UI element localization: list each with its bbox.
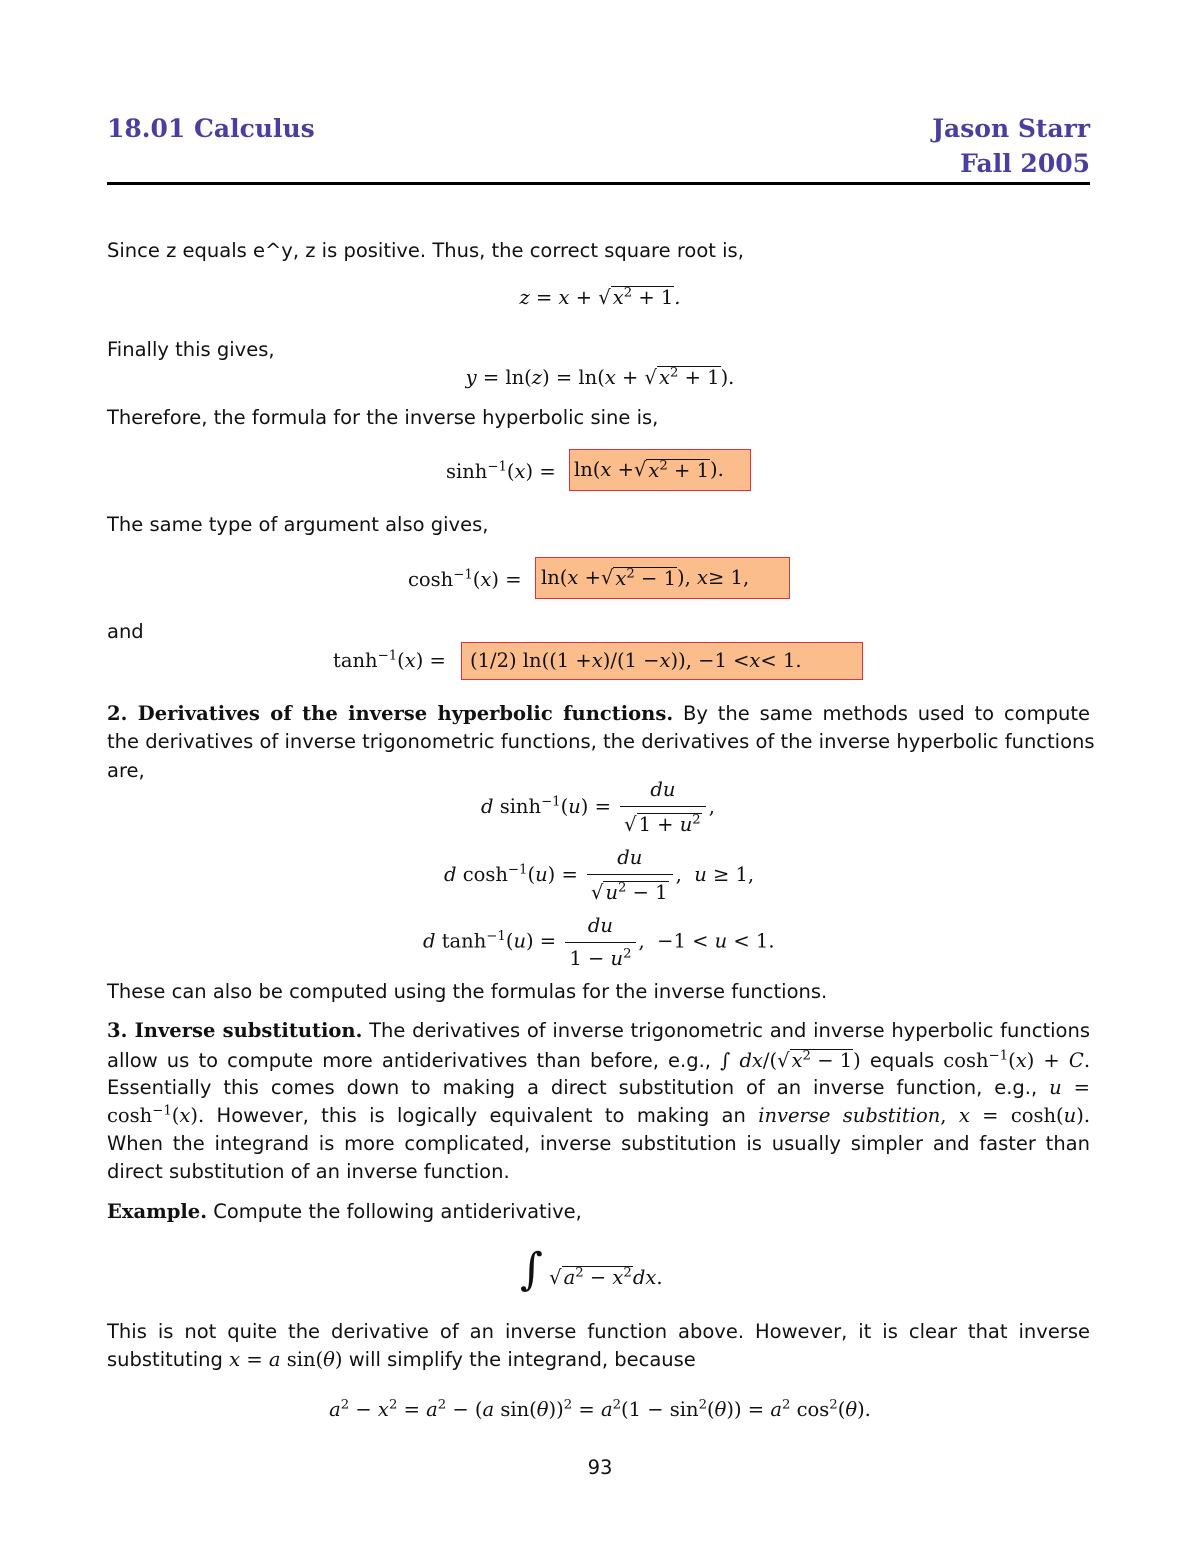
paragraph-these-can: These can also be computed using the formulas for the inverse functions. bbox=[107, 980, 828, 1003]
section-3-line-3: Essentially this comes down to making a direct substitution of an inverse function, e.g., u = bbox=[107, 1076, 1091, 1099]
example-line bbox=[107, 1202, 582, 1222]
section-2-title: 2. Derivatives of the inverse hyperbolic functions. bbox=[107, 702, 674, 725]
section-3-line-1-text: The derivatives of inverse trigonometric and inverse hyperbolic functions bbox=[369, 1019, 1090, 1042]
section-2-line-3: are, bbox=[107, 759, 145, 782]
section-3-line-2-text: allow us to compute more antiderivatives than before, e.g., bbox=[107, 1049, 711, 1072]
paragraph-same-type: The same type of argument also gives, bbox=[107, 513, 489, 536]
paragraph-therefore: Therefore, the formula for the inverse hyperbolic sine is, bbox=[107, 406, 659, 429]
author-name: Jason Starr bbox=[932, 114, 1090, 143]
section-3-line-4: $\cosh^{-1}(x)$. However, this is logically equivalent to making an inverse substition, x = cosh(u). bbox=[107, 1103, 1091, 1127]
equation-d-cosh: d $\cosh^{-1}(u)$ = $\frac{du}{√ u^2 - 1}$ , u ≥ 1, bbox=[444, 846, 755, 904]
section-2-line-2: the derivatives of inverse trigonometric functions, the derivatives of the inverse hyperbolic functions bbox=[107, 730, 1095, 753]
section-3-line-2-equals: equals bbox=[869, 1049, 935, 1072]
section-3-line-2: allow us to compute more antiderivatives than before, e.g., ∫ dx/(√ $x^2 - 1$) equals $\cosh^{-1}(x) + C$. bbox=[107, 1048, 1091, 1072]
equation-z: z = x + √ $x^2 + 1$. bbox=[519, 285, 681, 309]
paragraph-finally: Finally this gives, bbox=[107, 338, 275, 361]
boxed-sinh-formula: ln( x + √ $x^2 + 1$ ). bbox=[569, 449, 751, 491]
section-2-line-1-text: By the same methods used to compute bbox=[682, 702, 1090, 725]
page-number: 93 bbox=[587, 1456, 613, 1479]
example-label: Example. bbox=[107, 1200, 207, 1223]
paragraph-not-quite-line-2: substituting x = a sin(θ) will simplify the integrand, because bbox=[107, 1348, 696, 1371]
section-3-line-1 bbox=[107, 1021, 1090, 1041]
equation-d-sinh: d $\sinh^{-1}(u)$ = $\frac{du}{√ 1 + u^2}$ , bbox=[481, 778, 715, 836]
paragraph-since-z-text: Since z equals e^y, z is positive. Thus, the correct square root is, bbox=[107, 239, 744, 262]
equation-d-tanh: d $\tanh^{-1}(u)$ = $\frac{du}{1 - u^2}$ , −1 < u < 1. bbox=[423, 914, 775, 970]
paragraph-since-z bbox=[107, 241, 744, 261]
paragraph-and: and bbox=[107, 620, 144, 643]
equation-tanh-lhs: $\tanh^{-1}(x)$ = bbox=[333, 648, 446, 672]
paragraph-not-quite-line-2a: substituting bbox=[107, 1348, 223, 1371]
boxed-tanh-formula: (1/2) ln((1 + x )/(1 − x )), −1 < x < 1. bbox=[461, 642, 863, 680]
section-3-line-3-text: Essentially this comes down to making a direct substitution of an inverse function, e.g., bbox=[107, 1076, 1038, 1099]
section-3-line-4-text: However, this is logically equivalent to making an bbox=[216, 1104, 746, 1127]
equation-cosh-lhs: $\cosh^{-1}(x)$ = bbox=[408, 567, 522, 591]
equation-trig-identity: $a^2 - x^2 = a^2 - (a$ $\sin(\theta))^2 = a^2(1 - \sin^2(\theta)) = a^2$ $\cos^2(\theta)$. bbox=[329, 1397, 871, 1421]
paragraph-not-quite-line-1: This is not quite the derivative of an inverse function above. However, it is clear that inverse bbox=[107, 1320, 1090, 1343]
section-3-line-6: direct substitution of an inverse function. bbox=[107, 1160, 510, 1183]
section-3-line-5: When the integrand is more complicated, inverse substitution is usually simpler and faster than bbox=[107, 1132, 1090, 1155]
term-label: Fall 2005 bbox=[960, 149, 1090, 178]
section-2-line-1 bbox=[107, 704, 1090, 724]
boxed-cosh-formula: ln( x + √ $x^2 - 1$ ), x ≥ 1, bbox=[535, 557, 790, 599]
example-text: Compute the following antiderivative, bbox=[213, 1200, 582, 1223]
section-3-title: 3. Inverse substitution. bbox=[107, 1019, 363, 1042]
course-title: 18.01 Calculus bbox=[107, 114, 315, 143]
inverse-substition-emphasis: inverse substition bbox=[758, 1104, 941, 1127]
equation-integral: ∫ √ $a^2 - x^2dx$. bbox=[520, 1244, 663, 1295]
equation-sinh-lhs: $\sinh^{-1}(x)$ = bbox=[446, 459, 556, 483]
equation-y-ln: y = ln(z) = ln(x + √ $x^2 + 1$). bbox=[465, 365, 735, 389]
paragraph-not-quite-line-2b: will simplify the integrand, because bbox=[348, 1348, 696, 1371]
header-rule bbox=[107, 182, 1090, 185]
